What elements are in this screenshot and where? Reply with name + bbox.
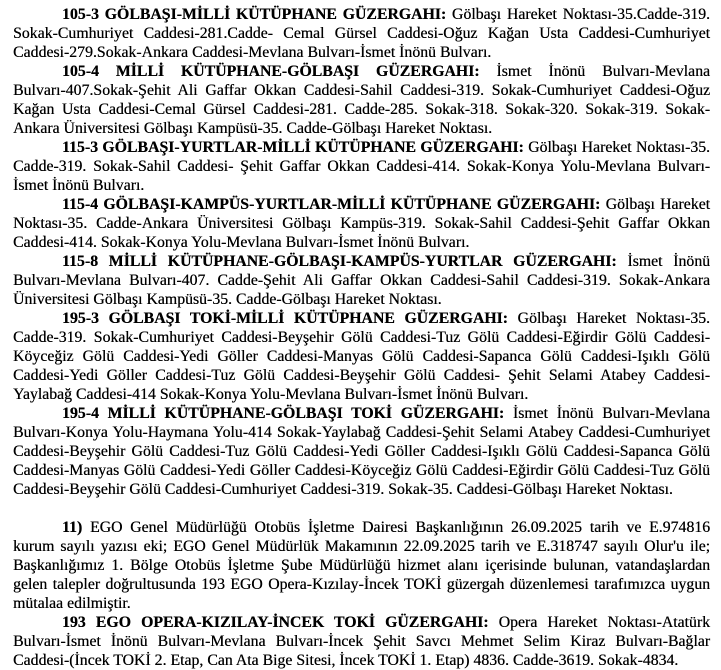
route-body: İsmet İnönü Bulvarı-Mevlana Bulvarı-407.Sokak-Şehit Ali Gaffar Okkan Caddesi-Sahil Caddesi-319. Sokak-Cumhuriyet Caddesi-Oğuz Kağan Usta Caddesi-Cemal Gürsel Caddesi-281. Cadde-285. Sokak-318. Sokak-320. Sokak-319. Sokak-Ankara Üniversitesi Gölbaşı Kampüsü-35. Cadde-Gölbaşı Hareket Noktası. [13, 63, 710, 137]
route-body: Gölbaşı Hareket Noktası-35.Cadde-319. Sokak-Cumhuriyet Caddesi-281.Cadde- Cemal Gürsel Caddesi-Oğuz Kağan Usta Caddesi-Cumhuriyet Caddesi-279.Sokak-Ankara Caddesi-Mevlana Bulvarı-İsmet İnönü Bulvarı. [13, 6, 710, 61]
route-header: 195-4 MİLLİ KÜTÜPHANE-GÖLBAŞI TOKİ GÜZERGAHI: [62, 405, 505, 422]
route-header: 105-3 GÖLBAŞI-MİLLİ KÜTÜPHANE GÜZERGAHI: [62, 6, 447, 23]
route-body: İsmet İnönü Bulvarı-Mevlana Bulvarı-407. Cadde-Şehit Ali Gaffar Okkan Caddesi-Sahil Caddesi-319. Sokak-Ankara Üniversitesi Gölbaşı Kampüsü-35. Cadde-Gölbaşı Hareket Noktası. [13, 253, 710, 308]
route-header: 115-8 MİLLİ KÜTÜPHANE-GÖLBAŞI-KAMPÜS-YURTLAR GÜZERGAHI: [62, 253, 617, 270]
route-paragraph-115-4 [13, 195, 710, 252]
route-header: 115-4 GÖLBAŞI-KAMPÜS-YURTLAR-MİLLİ KÜTÜPHANE GÜZERGAHI: [62, 196, 601, 213]
route-paragraph-115-8 [13, 252, 710, 309]
route-paragraph-193 [13, 613, 710, 670]
route-header: 195-3 GÖLBAŞI TOKİ-MİLLİ KÜTÜPHANE GÜZERGAHI: [62, 310, 508, 327]
item-body: EGO Genel Müdürlüğü Otobüs İşletme Dairesi Başkanlığının 26.09.2025 tarih ve E.974816 kurum sayılı yazısı eki; EGO Genel Müdürlük Makamının 22.09.2025 tarih ve E.318747 sayılı Olur'u ile; Başkanlığımız 1. Bölge Otobüs İşletme Şube Müdürlüğü hizmet alanı içerisinde bulunan, vatandaşlardan gelen talepler doğrultusunda 193 EGO Opera-Kızılay-İncek TOKİ güzergah düzenlemesi tarafımızca uygun mütalaa edilmiştir. [13, 519, 711, 612]
route-body: Gölbaşı Hareket Noktası-35. Cadde-Ankara Üniversitesi Gölbaşı Kampüs-319. Sokak-Sahil Caddesi-Şehit Gaffar Okkan Caddesi-414. Sokak-Konya Yolu-Mevlana Bulvarı-İsmet İnönü Bulvarı. [13, 196, 710, 251]
route-header: 115-3 GÖLBAŞI-YURTLAR-MİLLİ KÜTÜPHANE GÜZERGAHI: [62, 139, 524, 156]
item-number: 11) [62, 519, 83, 536]
route-header: 193 EGO OPERA-KIZILAY-İNCEK TOKİ GÜZERGAHI: [62, 614, 489, 631]
route-body: Opera Hareket Noktası-Atatürk Bulvarı-İsmet İnönü Bulvarı-Mevlana Bulvarı-İncek Şehit Savcı Mehmet Selim Kiraz Bulvarı-Bağlar Caddesi-(İncek TOKİ 2. Etap, Can Ata Bige Sitesi, İncek TOKİ 1. Etap) 4836. Cadde-3619. Sokak-4834. [13, 614, 710, 669]
route-body: Gölbaşı Hareket Noktası-35. Cadde-319. Sokak-Cumhuriyet Caddesi-Beyşehir Gölü Caddesi-Tuz Gölü Caddesi-Eğirdir Gölü Caddesi-Köyceğiz Gölü Caddesi-Yedi Göller Caddesi-Manyas Gölü Caddesi-Sapanca Gölü Caddesi-Işıklı Gölü Caddesi-Yedi Göller Caddesi-Tuz Gölü Caddesi-Beyşehir Gölü Caddesi- Şehit Selami Atabey Caddesi-Yaylabağ Caddesi-414 Sokak-Konya Yolu-Mevlana Bulvarı-İsmet İnönü Bulvarı. [13, 310, 710, 403]
route-header: 105-4 MİLLİ KÜTÜPHANE-GÖLBAŞI GÜZERGAHI: [62, 63, 480, 80]
route-paragraph-105-4 [13, 62, 710, 138]
route-paragraph-115-3 [13, 138, 710, 195]
route-paragraph-105-3 [13, 5, 710, 62]
route-paragraph-195-3 [13, 309, 710, 404]
route-paragraph-195-4 [13, 404, 710, 499]
route-body: Gölbaşı Hareket Noktası-35. Cadde-319. Sokak-Sahil Caddesi- Şehit Gaffar Okkan Caddesi-414. Sokak-Konya Yolu-Mevlana Bulvarı-İsmet İnönü Bulvarı. [13, 139, 711, 194]
route-body: İsmet İnönü Bulvarı-Mevlana Bulvarı-Konya Yolu-Haymana Yolu-414 Sokak-Yaylabağ Caddesi-Şehit Selami Atabey Caddesi-Cumhuriyet Caddesi-Beyşehir Gölü Caddesi-Tuz Gölü Caddesi-Yedi Göller Caddesi-Işıklı Gölü Caddesi-Sapanca Gölü Caddesi-Manyas Gölü Caddesi-Yedi Göller Caddesi-Köyceğiz Gölü Caddesi-Eğirdir Gölü Caddesi-Tuz Gölü Caddesi-Beyşehir Gölü Caddesi-Cumhuriyet Caddesi-319. Sokak-35. Caddesi-Gölbaşı Hareket Noktası. [13, 405, 710, 498]
decision-item-11 [13, 518, 710, 613]
